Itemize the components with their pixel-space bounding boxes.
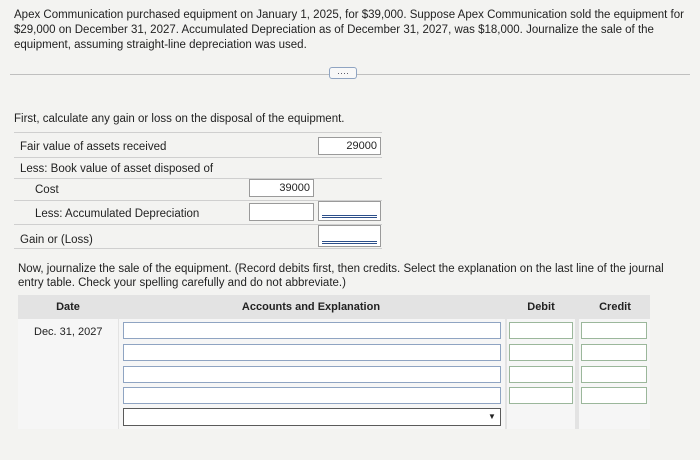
accum-dep-label: Less: Accumulated Depreciation [35,208,200,220]
chevron-down-icon: ▼ [488,412,496,421]
credit-input-3[interactable] [581,366,647,383]
debit-input-4[interactable] [509,387,573,404]
date-value: Dec. 31, 2027 [34,326,103,338]
accounts-header: Accounts and Explanation [241,301,381,313]
cost-label: Cost [35,184,59,196]
account-input-2[interactable] [123,344,501,361]
credit-header: Credit [599,301,631,313]
accounts-column [119,319,505,429]
debit-column [507,319,575,429]
fair-value-input[interactable]: 29000 [318,137,381,155]
credit-input-2[interactable] [581,344,647,361]
calc-rule-2 [14,178,382,179]
debit-input-2[interactable] [509,344,573,361]
book-value-input[interactable] [318,201,381,221]
credit-input-1[interactable] [581,322,647,339]
credit-input-4[interactable] [581,387,647,404]
expand-more-button[interactable]: ···· [329,67,357,79]
date-column [18,319,118,429]
journal-table [18,295,650,429]
journal-instruction: Now, journalize the sale of the equipment. (Record debits first, then credits. Select the explanation on the last line of the journal entry table. Check your spelling carefully and do not abbreviate.) [18,263,664,289]
account-input-1[interactable] [123,322,501,339]
debit-header: Debit [527,301,555,313]
cost-input[interactable]: 39000 [249,179,314,197]
explanation-select[interactable] [123,408,501,426]
gain-loss-label: Gain or (Loss) [20,234,93,246]
account-input-3[interactable] [123,366,501,383]
account-input-4[interactable] [123,387,501,404]
calc-bottom-rule [14,248,382,249]
calc-instruction: First, calculate any gain or loss on the disposal of the equipment. [14,113,345,125]
calc-rule-1 [14,157,382,158]
accum-dep-input[interactable] [249,203,314,221]
book-value-label: Less: Book value of asset disposed of [20,163,214,175]
calc-top-rule [14,132,382,133]
fair-value-label: Fair value of assets received [20,141,167,153]
debit-input-1[interactable] [509,322,573,339]
gain-loss-input[interactable] [318,225,381,247]
credit-column [579,319,650,429]
problem-statement: Apex Communication purchased equipment on January 1, 2025, for $39,000. Suppose Apex Communication sold the equipment for $29,000 on December 31, 2027. Accumulated Depreciation as of December 31, 2027, was $18,000. Journalize the sale of the equipment, assuming straight-line depreciation was used. [14,9,684,51]
date-header: Date [56,301,80,313]
debit-input-3[interactable] [509,366,573,383]
